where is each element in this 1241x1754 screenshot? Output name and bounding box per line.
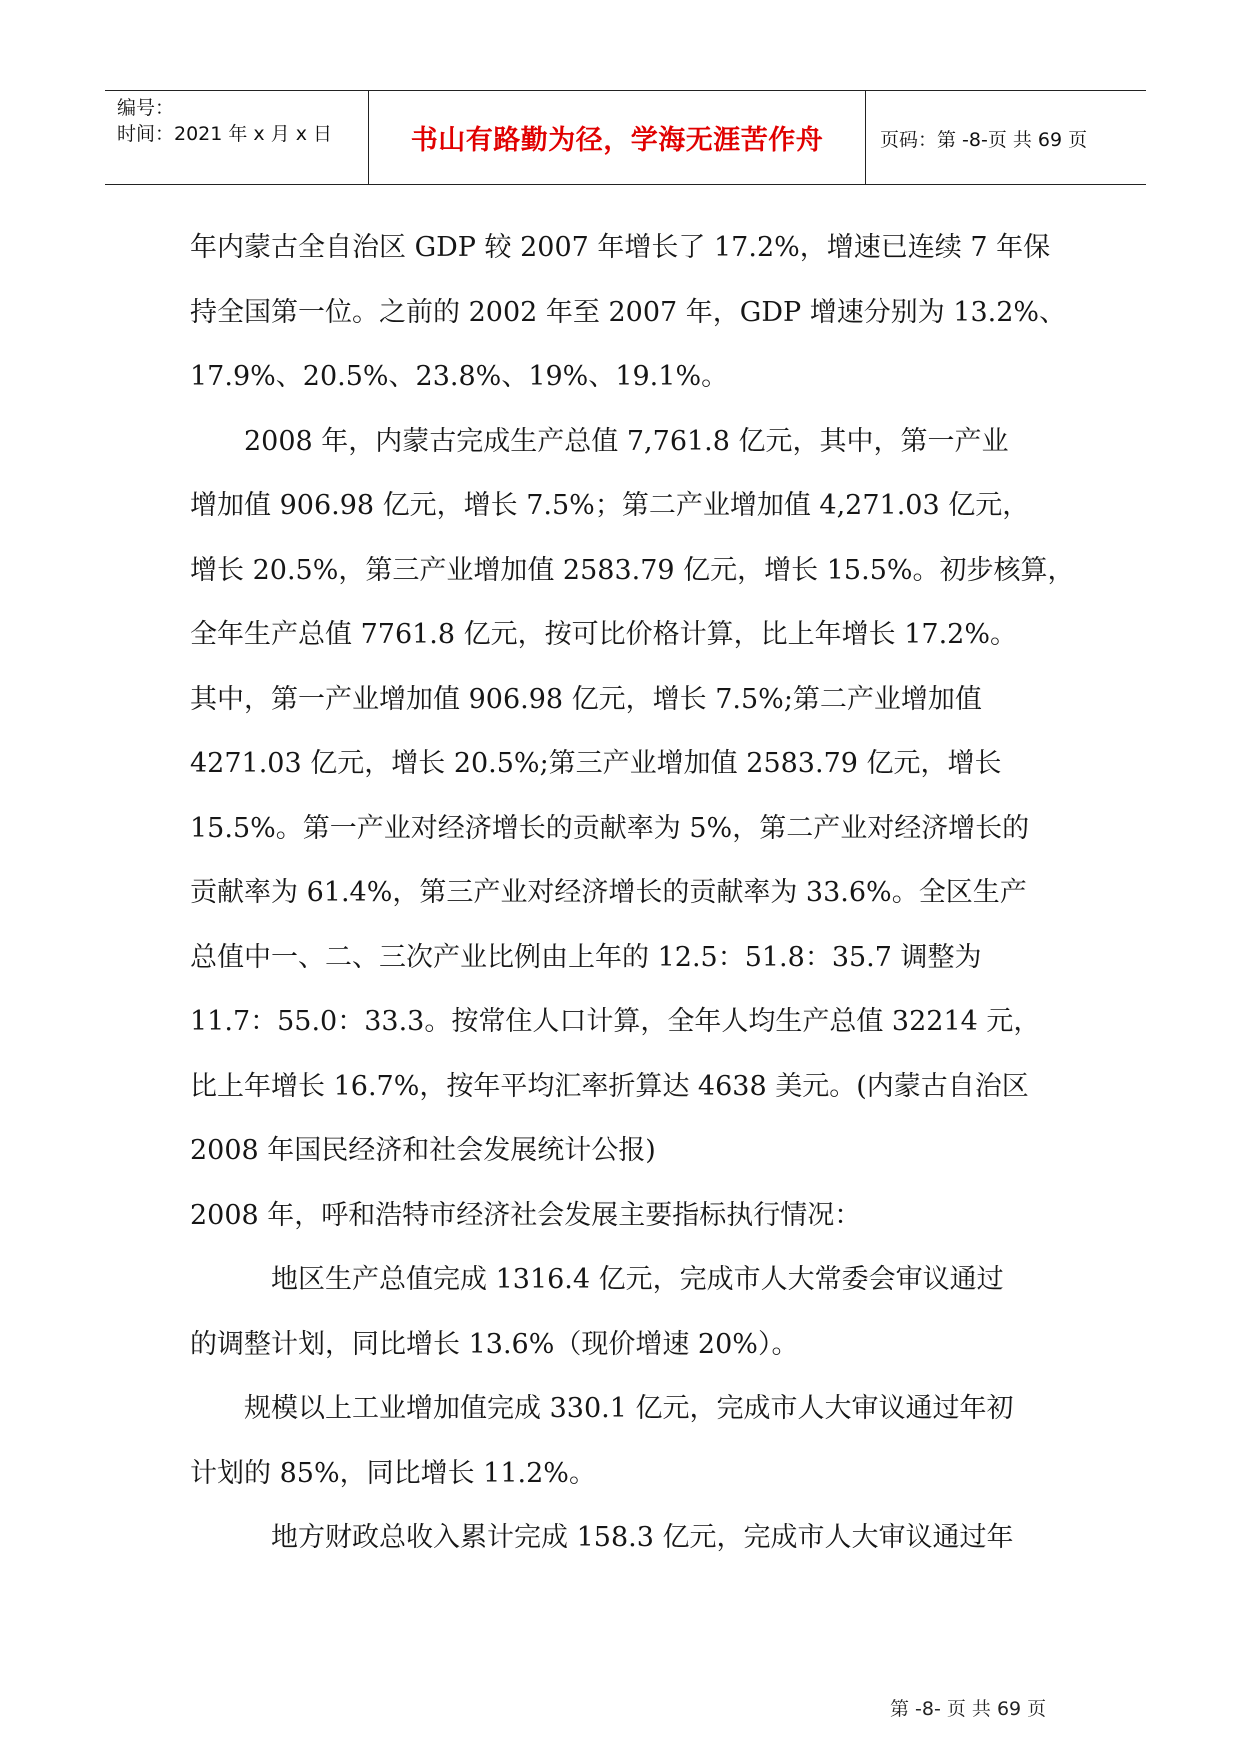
text-line: 的调整计划，同比增长 13.6%（现价增速 20%）。 [190, 1328, 799, 1360]
text-line: 贡献率为 61.4%，第三产业对经济增长的贡献率为 33.6%。全区生产 [190, 877, 1027, 908]
text-line: 2008 年，内蒙古完成生产总值 7,761.8 亿元，其中，第一产业 [190, 425, 1009, 457]
document-number-label: 编号： [117, 97, 175, 119]
text-line: 比上年增长 16.7%，按年平均汇率折算达 4638 美元。(内蒙古自治区 [190, 1070, 1029, 1102]
document-header [105, 90, 1146, 185]
header-meta-cell [105, 91, 369, 184]
header-page-code: 页码：第 -8-页 共 69 页 [880, 129, 1088, 151]
text-line: 17.9%、20.5%、23.8%、19%、19.1%。 [190, 361, 729, 392]
text-line: 持全国第一位。之前的 2002 年至 2007 年，GDP 增速分别为 13.2%、 [190, 296, 1067, 328]
text-line: 年内蒙古全自治区 GDP 较 2007 年增长了 17.2%，增速已连续 7 年保 [190, 232, 1051, 263]
text-line: 规模以上工业增加值完成 330.1 亿元，完成市人大审议通过年初 [190, 1393, 1014, 1424]
text-line: 2008 年国民经济和社会发展统计公报) [190, 1135, 656, 1166]
text-line: 其中，第一产业增加值 906.98 亿元，增长 7.5%;第二产业增加值 [190, 683, 982, 715]
motto-text: 书山有路勤为径，学海无涯苦作舟 [410, 125, 824, 156]
text-line: 地方财政总收入累计完成 158.3 亿元，完成市人大审议通过年 [190, 1522, 1014, 1553]
header-page-cell [866, 91, 1146, 184]
text-line: 15.5%。第一产业对经济增长的贡献率为 5%，第二产业对经济增长的 [190, 812, 1030, 844]
document-time-label: 时间：2021 年 x 月 x 日 [117, 123, 333, 145]
page-footer: 第 -8- 页 共 69 页 [890, 1698, 1047, 1720]
document-body [190, 216, 1075, 1571]
text-line: 计划的 85%，同比增长 11.2%。 [190, 1457, 596, 1489]
text-line: 11.7：55.0：33.3。按常住人口计算，全年人均生产总值 32214 元， [190, 1006, 1041, 1037]
text-line: 增加值 906.98 亿元，增长 7.5%；第二产业增加值 4,271.03 亿元， [190, 490, 1030, 521]
text-line: 2008 年，呼和浩特市经济社会发展主要指标执行情况： [190, 1199, 862, 1231]
text-line: 4271.03 亿元，增长 20.5%;第三产业增加值 2583.79 亿元，增长 [190, 748, 1002, 779]
header-motto-cell [369, 91, 866, 184]
text-line: 增长 20.5%，第三产业增加值 2583.79 亿元，增长 15.5%。初步核算， [190, 554, 1075, 586]
text-line: 地区生产总值完成 1316.4 亿元，完成市人大常委会审议通过 [190, 1264, 1004, 1295]
text-line: 全年生产总值 7761.8 亿元，按可比价格计算，比上年增长 17.2%。 [190, 619, 1017, 650]
text-line: 总值中一、二、三次产业比例由上年的 12.5：51.8：35.7 调整为 [190, 941, 982, 973]
